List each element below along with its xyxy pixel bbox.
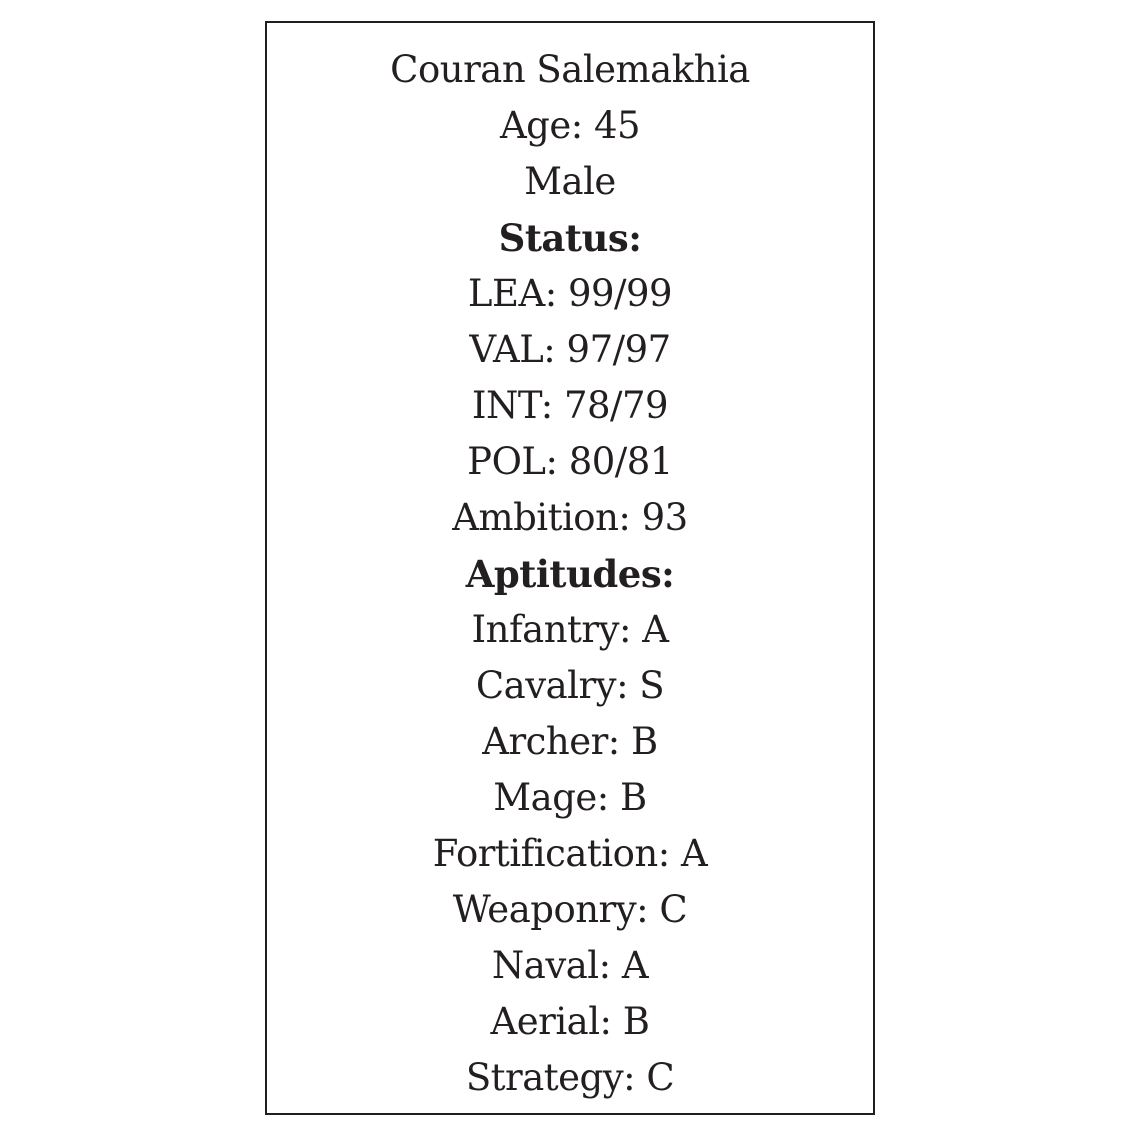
character-name: Couran Salemakhia: [390, 48, 750, 91]
aptitude-cavalry: Cavalry: S: [475, 664, 665, 707]
aptitude-strategy: Strategy: C: [465, 1056, 675, 1099]
aptitudes-heading: Aptitudes:: [465, 552, 675, 596]
stat-lea: LEA: 99/99: [467, 272, 673, 315]
character-profile-card: [265, 21, 875, 1115]
stat-ambition: Ambition: 93: [452, 496, 688, 539]
character-age: Age: 45: [499, 104, 641, 147]
aptitude-mage: Mage: B: [493, 776, 647, 819]
aptitude-infantry: Infantry: A: [471, 608, 669, 651]
stat-pol: POL: 80/81: [467, 440, 673, 483]
aptitude-aerial: Aerial: B: [490, 1000, 650, 1043]
status-heading: Status:: [498, 216, 642, 260]
stat-val: VAL: 97/97: [469, 328, 671, 371]
aptitude-fortification: Fortification: A: [432, 832, 708, 875]
profile-lines: [267, 42, 873, 1106]
aptitude-archer: Archer: B: [482, 720, 658, 763]
aptitude-weaponry: Weaponry: C: [452, 888, 688, 931]
character-gender: Male: [524, 160, 616, 203]
stat-int: INT: 78/79: [471, 384, 669, 427]
aptitude-naval: Naval: A: [491, 944, 649, 987]
